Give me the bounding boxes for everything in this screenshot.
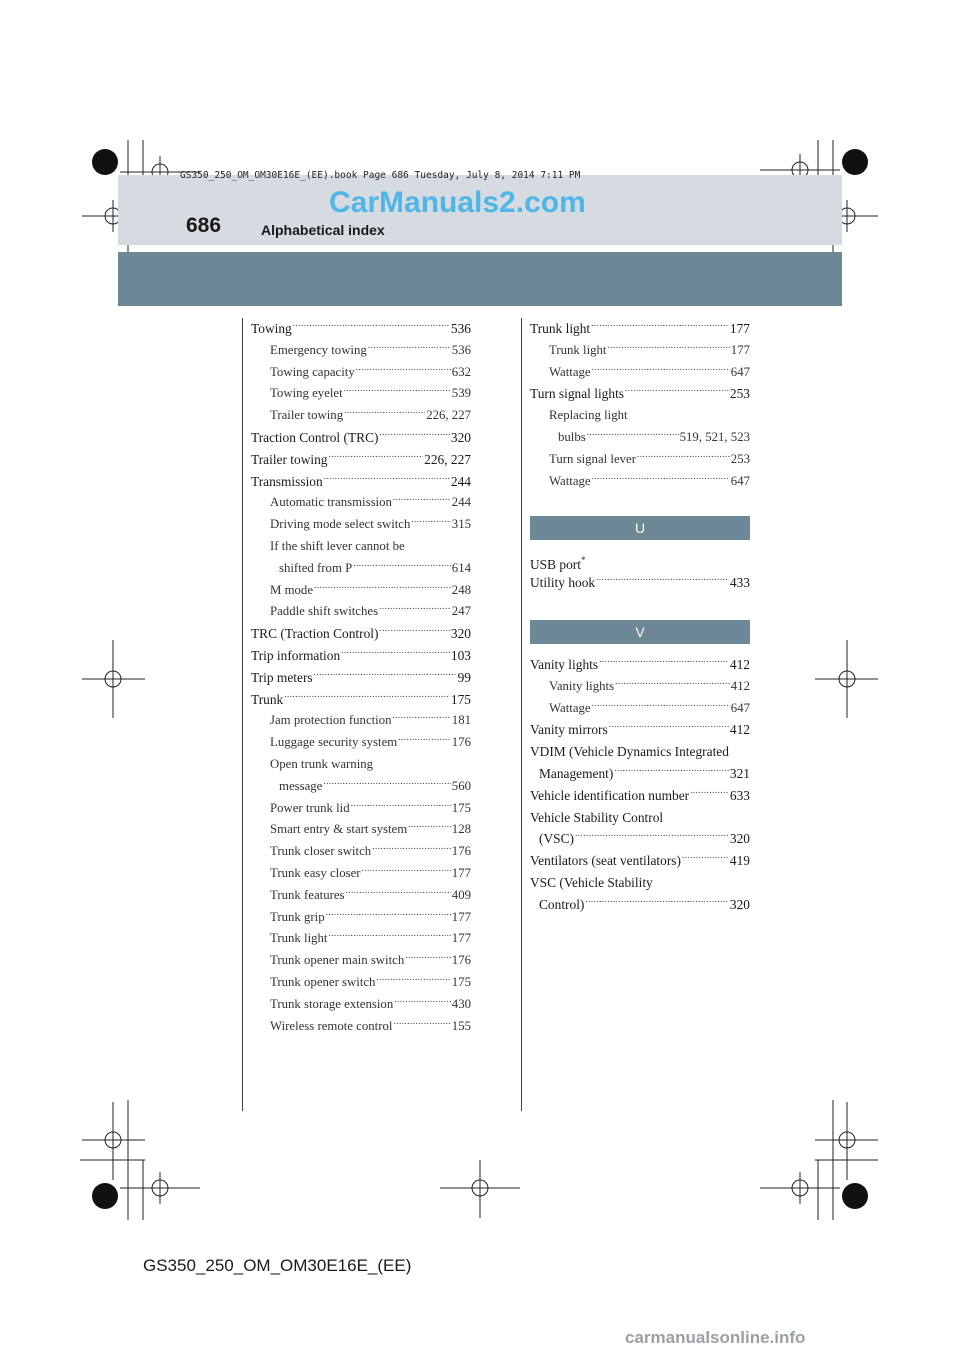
watermark-logo: CarManuals2.com xyxy=(329,186,586,219)
index-entry-label: shifted from P xyxy=(279,560,353,575)
index-entry xyxy=(530,741,750,763)
header-accent-band xyxy=(118,252,842,306)
index-entry xyxy=(251,885,471,907)
index-entry-label: Trunk light xyxy=(270,931,328,946)
dot-leader xyxy=(376,972,450,994)
index-entry-label: Trunk xyxy=(251,691,284,707)
dot-leader xyxy=(408,819,451,841)
dot-leader xyxy=(368,340,451,362)
index-entry xyxy=(530,850,750,872)
dot-leader xyxy=(411,514,450,536)
index-entry-page: 560 xyxy=(451,778,471,793)
index-entry-page: 647 xyxy=(730,473,750,488)
index-entry-label: Automatic transmission xyxy=(270,495,392,510)
index-entry xyxy=(251,471,471,493)
footer-watermark: carmanualsonline.info xyxy=(625,1328,806,1347)
dot-leader xyxy=(591,318,729,340)
index-entry-page: 103 xyxy=(450,647,471,663)
index-entry xyxy=(251,798,471,820)
footer-code: GS350_250_OM_OM30E16E_(EE) xyxy=(143,1256,412,1275)
index-entry-label: Paddle shift switches xyxy=(270,604,379,619)
dot-leader xyxy=(326,907,451,929)
index-entry-label: Ventilators (seat ventilators) xyxy=(530,853,681,869)
index-entry-page: 320 xyxy=(450,429,471,445)
index-entry-page: 244 xyxy=(450,473,471,489)
index-entry-label: Trunk closer switch xyxy=(270,844,372,859)
index-entry xyxy=(251,907,471,929)
index-entry-label: Towing xyxy=(251,321,292,336)
dot-leader xyxy=(682,850,729,872)
dot-leader xyxy=(587,427,679,449)
index-entry-page: 226, 227 xyxy=(424,451,471,467)
index-list-u xyxy=(530,550,750,594)
index-entry-page: 177 xyxy=(730,342,750,357)
index-entry xyxy=(530,340,750,362)
index-entry xyxy=(530,318,750,340)
dot-leader xyxy=(353,558,451,580)
index-entry xyxy=(530,698,750,720)
dot-leader xyxy=(324,471,450,493)
index-entry-label: Open trunk warning xyxy=(270,756,374,771)
index-entry xyxy=(251,318,471,340)
index-entry xyxy=(251,427,471,449)
index-entry-label: Trunk grip xyxy=(270,909,325,924)
index-entry-page: 614 xyxy=(451,560,471,575)
index-entry-page: 539 xyxy=(451,386,471,401)
dot-leader xyxy=(637,449,730,471)
index-entry xyxy=(251,601,471,623)
index-entry xyxy=(251,362,471,384)
dot-leader xyxy=(314,667,457,689)
index-entry xyxy=(530,383,750,405)
index-entry-page: 433 xyxy=(729,575,750,591)
index-entry xyxy=(251,340,471,362)
dot-leader xyxy=(379,427,449,449)
index-entry xyxy=(251,405,471,427)
index-entry-page: 177 xyxy=(451,865,471,880)
index-entry xyxy=(251,863,471,885)
index-entry xyxy=(530,719,750,741)
index-entry-page: 177 xyxy=(451,909,471,924)
dot-leader xyxy=(398,732,451,754)
index-list-t xyxy=(530,318,750,492)
index-entry-page: 320 xyxy=(729,896,750,912)
index-entry xyxy=(251,928,471,950)
index-entry xyxy=(251,667,471,689)
dot-leader xyxy=(314,580,451,602)
index-entry-label: Trunk easy closer xyxy=(270,865,361,880)
index-entry-label: Wattage xyxy=(549,700,591,715)
index-entry xyxy=(530,449,750,471)
index-entry-label: Smart entry & start system xyxy=(270,822,408,837)
index-entry xyxy=(251,383,471,405)
index-entry xyxy=(251,710,471,732)
dot-leader xyxy=(405,950,451,972)
index-entry-label: Trip meters xyxy=(251,669,313,685)
index-entry-page: 412 xyxy=(729,656,750,672)
index-entry-label: TRC (Traction Control) xyxy=(251,626,379,642)
index-entry xyxy=(530,872,750,894)
index-entry xyxy=(251,819,471,841)
index-entry xyxy=(251,492,471,514)
index-entry-page: 253 xyxy=(730,451,750,466)
index-entry-label: Vanity lights xyxy=(549,678,615,693)
index-entry xyxy=(530,763,750,785)
index-entry-label: Vehicle identification number xyxy=(530,787,690,803)
index-entry xyxy=(251,645,471,667)
index-entry-page: 632 xyxy=(451,364,471,379)
index-entry xyxy=(530,676,750,698)
index-entry-label: Trunk features xyxy=(270,887,345,902)
dot-leader xyxy=(393,710,451,732)
index-entry-page: 175 xyxy=(450,691,471,707)
index-entry-label: Transmission xyxy=(251,473,323,489)
index-entry-label: VSC (Vehicle Stability xyxy=(530,874,653,890)
index-entry xyxy=(251,776,471,798)
index-entry xyxy=(251,689,471,711)
index-entry xyxy=(251,994,471,1016)
index-entry-label: (VSC) xyxy=(539,831,574,847)
index-entry-label: Utility hook xyxy=(530,575,596,591)
index-entry-label: Wattage xyxy=(549,473,591,488)
index-entry xyxy=(530,362,750,384)
index-entry-label: Management) xyxy=(539,765,614,781)
page-number: 686 xyxy=(186,214,222,237)
index-entry-label: bulbs xyxy=(558,429,586,444)
index-entry-label: Towing eyelet xyxy=(270,386,343,401)
dot-leader xyxy=(393,1016,450,1038)
letter-heading-v: V xyxy=(530,620,750,644)
letter-heading-u: U xyxy=(530,516,750,540)
index-entry-label: Towing capacity xyxy=(270,364,355,379)
index-entry-label: Vanity lights xyxy=(530,656,599,672)
index-entry-page: 226, 227 xyxy=(426,408,471,423)
index-entry-page: 155 xyxy=(451,1018,471,1033)
index-entry-label: M mode xyxy=(270,582,314,597)
index-entry-page: 315 xyxy=(451,517,471,532)
index-entry-label: message xyxy=(279,778,323,793)
index-entry-page: 244 xyxy=(451,495,471,510)
index-entry-label: If the shift lever cannot be xyxy=(270,538,405,553)
dot-leader xyxy=(356,362,451,384)
index-entry-label: Trunk opener switch xyxy=(270,974,376,989)
index-entry-label: Jam protection function xyxy=(270,713,392,728)
dot-leader xyxy=(362,863,451,885)
index-entry-page: 412 xyxy=(729,722,750,738)
index-list-v xyxy=(530,654,750,916)
index-entry-page: 536 xyxy=(450,321,471,336)
index-entry xyxy=(251,972,471,994)
index-entry-label: Wireless remote control xyxy=(270,1018,393,1033)
dot-leader xyxy=(344,405,425,427)
index-entry-label: Trunk light xyxy=(530,321,591,336)
index-entry-label: Luggage security system xyxy=(270,735,398,750)
index-entry-label: VDIM (Vehicle Dynamics Integrated xyxy=(530,744,729,760)
index-entry xyxy=(251,514,471,536)
dot-leader xyxy=(592,698,730,720)
index-entry-label: Vehicle Stability Control xyxy=(530,809,664,825)
dot-leader xyxy=(596,572,729,594)
index-entry xyxy=(530,471,750,493)
index-list-left xyxy=(251,318,471,1037)
index-entry xyxy=(251,623,471,645)
index-entry-page: 248 xyxy=(451,582,471,597)
index-entry-page: 175 xyxy=(451,974,471,989)
index-entry-label: USB port* xyxy=(530,555,586,573)
index-entry xyxy=(530,572,750,594)
index-entry-label: Trunk opener main switch xyxy=(270,953,405,968)
dot-leader xyxy=(351,798,451,820)
index-entry-label: Control) xyxy=(539,896,585,912)
index-entry-page: 647 xyxy=(730,700,750,715)
index-column-right xyxy=(530,318,750,916)
index-entry-page: 320 xyxy=(729,831,750,847)
index-entry-label: Turn signal lights xyxy=(530,386,625,402)
index-column-left xyxy=(251,318,471,1037)
index-entry-page: 430 xyxy=(451,996,471,1011)
index-entry xyxy=(530,828,750,850)
index-entry-page: 177 xyxy=(451,931,471,946)
index-entry-page: 412 xyxy=(730,678,750,693)
dot-leader xyxy=(341,645,450,667)
dot-leader xyxy=(379,601,451,623)
index-entry-page: 320 xyxy=(450,626,471,642)
dot-leader xyxy=(394,994,451,1016)
index-entry xyxy=(251,1016,471,1038)
index-entry-page: 647 xyxy=(730,364,750,379)
index-entry xyxy=(251,536,471,558)
index-entry xyxy=(530,405,750,427)
index-entry xyxy=(251,950,471,972)
dot-leader xyxy=(690,785,729,807)
index-entry xyxy=(251,732,471,754)
index-entry-label: Vanity mirrors xyxy=(530,722,608,738)
index-entry xyxy=(530,654,750,676)
section-title: Alphabetical index xyxy=(261,222,385,238)
index-entry-page: 128 xyxy=(451,822,471,837)
dot-leader xyxy=(323,776,450,798)
index-entry-page: 176 xyxy=(451,844,471,859)
dot-leader xyxy=(609,719,729,741)
index-entry xyxy=(251,754,471,776)
dot-leader xyxy=(575,828,729,850)
index-entry-label: Wattage xyxy=(549,364,591,379)
index-entry xyxy=(251,580,471,602)
index-entry xyxy=(251,558,471,580)
index-entry xyxy=(530,427,750,449)
dot-leader xyxy=(592,362,730,384)
index-entry-label: Trailer towing xyxy=(270,408,344,423)
dot-leader xyxy=(372,841,451,863)
index-entry-label: Driving mode select switch xyxy=(270,517,411,532)
index-entry-page: 247 xyxy=(451,604,471,619)
index-entry-label: Trailer towing xyxy=(251,451,328,467)
dot-leader xyxy=(284,689,450,711)
dot-leader xyxy=(614,763,729,785)
dot-leader xyxy=(585,894,729,916)
index-entry-label: Replacing light xyxy=(549,408,628,423)
column-divider-left xyxy=(242,318,243,1111)
index-entry-label: Trip information xyxy=(251,647,341,663)
dot-leader xyxy=(625,383,729,405)
index-entry-page: 536 xyxy=(451,342,471,357)
dot-leader xyxy=(615,676,730,698)
index-entry-page: 175 xyxy=(451,800,471,815)
dot-leader xyxy=(329,449,424,471)
index-entry-page: 409 xyxy=(451,887,471,902)
index-entry xyxy=(530,785,750,807)
index-entry-page: 99 xyxy=(457,669,471,685)
index-entry-page: 181 xyxy=(451,713,471,728)
index-entry-label: Trunk light xyxy=(549,342,607,357)
book-info: GS350_250_OM_OM30E16E_(EE).book Page 686 Tuesday, July 8, 2014 7:11 PM xyxy=(180,170,581,181)
footnote-marker: * xyxy=(580,555,586,566)
index-entry xyxy=(530,807,750,829)
dot-leader xyxy=(393,492,451,514)
index-entry xyxy=(251,449,471,471)
dot-leader xyxy=(344,383,451,405)
index-entry-label: Emergency towing xyxy=(270,342,367,357)
index-entry-label: Power trunk lid xyxy=(270,800,350,815)
dot-leader xyxy=(599,654,729,676)
column-divider-right xyxy=(521,318,522,1111)
dot-leader xyxy=(346,885,451,907)
index-entry-page: 633 xyxy=(729,787,750,803)
index-entry xyxy=(251,841,471,863)
index-entry xyxy=(530,550,750,572)
index-entry-page: 176 xyxy=(451,735,471,750)
index-entry-label: Trunk storage extension xyxy=(270,996,394,1011)
index-entry-label: Traction Control (TRC) xyxy=(251,429,379,445)
index-entry-page: 419 xyxy=(729,853,750,869)
index-entry-page: 519, 521, 523 xyxy=(679,429,750,444)
index-entry-page: 176 xyxy=(451,953,471,968)
dot-leader xyxy=(592,471,730,493)
dot-leader xyxy=(293,318,450,340)
index-entry-label: Turn signal lever xyxy=(549,451,636,466)
index-entry-page: 321 xyxy=(729,765,750,781)
dot-leader xyxy=(329,928,451,950)
index-entry-page: 253 xyxy=(729,386,750,402)
dot-leader xyxy=(379,623,449,645)
index-entry-page: 177 xyxy=(729,321,750,336)
index-entry xyxy=(530,894,750,916)
dot-leader xyxy=(608,340,730,362)
